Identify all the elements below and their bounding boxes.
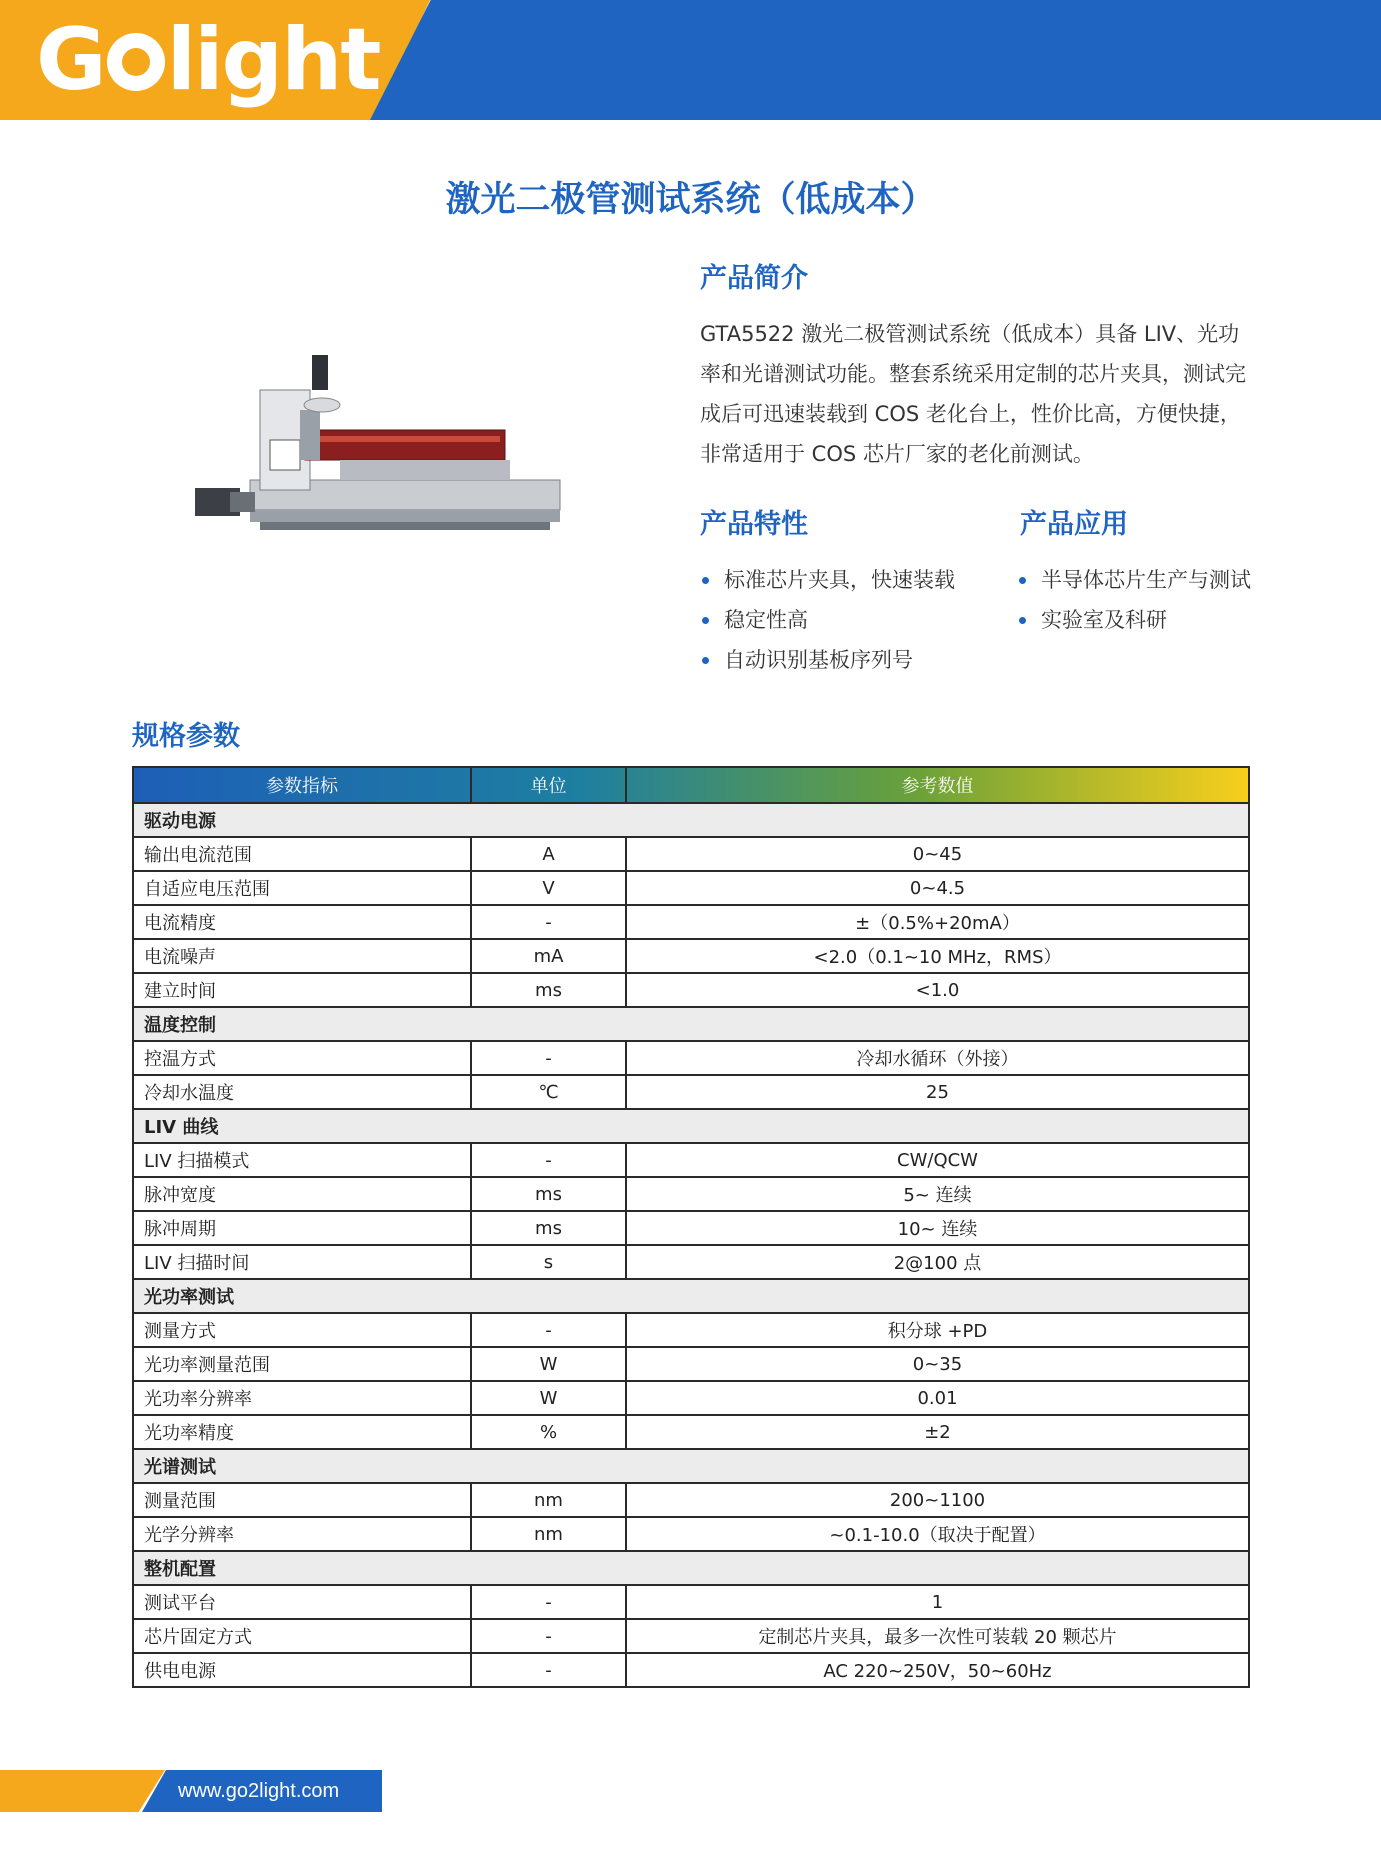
param-cell: 测试平台 [133, 1585, 471, 1619]
value-cell: 0.01 [626, 1381, 1249, 1415]
param-cell: 脉冲周期 [133, 1211, 471, 1245]
table-row [133, 905, 1249, 939]
table-row [133, 939, 1249, 973]
table-row [133, 1245, 1249, 1279]
value-cell: 10~ 连续 [626, 1211, 1249, 1245]
unit-cell: W [471, 1381, 626, 1415]
value-cell: ±2 [626, 1415, 1249, 1449]
table-row [133, 973, 1249, 1007]
section-title: LIV 曲线 [133, 1109, 1249, 1143]
table-section-row [133, 1449, 1249, 1483]
value-cell: 5~ 连续 [626, 1177, 1249, 1211]
value-cell: 200~1100 [626, 1483, 1249, 1517]
param-cell: 供电电源 [133, 1653, 471, 1687]
table-row [133, 1381, 1249, 1415]
param-cell: 脉冲宽度 [133, 1177, 471, 1211]
value-cell: 1 [626, 1585, 1249, 1619]
unit-cell: % [471, 1415, 626, 1449]
unit-cell: nm [471, 1483, 626, 1517]
table-row [133, 1313, 1249, 1347]
website-url: www.go2light.com [178, 1780, 340, 1802]
unit-cell: - [471, 1585, 626, 1619]
table-row [133, 1619, 1249, 1653]
param-cell: 光功率测量范围 [133, 1347, 471, 1381]
value-cell: 0~4.5 [626, 871, 1249, 905]
table-row [133, 1347, 1249, 1381]
value-cell: 0~45 [626, 837, 1249, 871]
param-cell: LIV 扫描时间 [133, 1245, 471, 1279]
unit-cell: nm [471, 1517, 626, 1551]
table-row [133, 1177, 1249, 1211]
list-item: 实验室及科研 [1017, 600, 1277, 640]
value-cell: 0~35 [626, 1347, 1249, 1381]
param-cell: 电流噪声 [133, 939, 471, 973]
table-section-row [133, 1279, 1249, 1313]
intro-heading: 产品简介 [700, 263, 808, 294]
column-header: 单位 [471, 767, 626, 803]
table-row [133, 1585, 1249, 1619]
column-header: 参数指标 [133, 767, 471, 803]
unit-cell: ms [471, 973, 626, 1007]
list-item: 自动识别基板序列号 [700, 640, 1000, 680]
logo-sun-icon [107, 33, 165, 91]
table-header-row [133, 767, 1249, 803]
spec-table [132, 766, 1250, 1688]
value-cell: 冷却水循环（外接） [626, 1041, 1249, 1075]
value-cell: 2@100 点 [626, 1245, 1249, 1279]
unit-cell: ℃ [471, 1075, 626, 1109]
spec-table-body [133, 803, 1249, 1687]
value-cell: CW/QCW [626, 1143, 1249, 1177]
applications-heading: 产品应用 [1020, 509, 1128, 540]
value-cell: ±（0.5%+20mA） [626, 905, 1249, 939]
param-cell: 光功率分辨率 [133, 1381, 471, 1415]
table-row [133, 871, 1249, 905]
unit-cell: A [471, 837, 626, 871]
list-item: 稳定性高 [700, 600, 1000, 640]
table-section-row [133, 1109, 1249, 1143]
unit-cell: mA [471, 939, 626, 973]
unit-cell: - [471, 905, 626, 939]
param-cell: 控温方式 [133, 1041, 471, 1075]
param-cell: 电流精度 [133, 905, 471, 939]
unit-cell: - [471, 1313, 626, 1347]
unit-cell: - [471, 1143, 626, 1177]
param-cell: 冷却水温度 [133, 1075, 471, 1109]
param-cell: 自适应电压范围 [133, 871, 471, 905]
unit-cell: s [471, 1245, 626, 1279]
value-cell: <1.0 [626, 973, 1249, 1007]
applications-list [1017, 560, 1277, 640]
unit-cell: - [471, 1653, 626, 1687]
table-section-row [133, 1007, 1249, 1041]
unit-cell: V [471, 871, 626, 905]
table-row [133, 1041, 1249, 1075]
footer-yellow-band [0, 1770, 165, 1812]
intro-text: GTA5522 激光二极管测试系统（低成本）具备 LIV、光功率和光谱测试功能。整套系统采用定制的芯片夹具，测试完成后可迅速装载到 COS 老化台上，性价比高，方便快捷，非常适用于 COS 芯片厂家的老化前测试。 [700, 322, 1246, 466]
list-item: 半导体芯片生产与测试 [1017, 560, 1277, 600]
param-cell: 光功率精度 [133, 1415, 471, 1449]
features-heading: 产品特性 [700, 509, 808, 540]
table-row [133, 1143, 1249, 1177]
param-cell: LIV 扫描模式 [133, 1143, 471, 1177]
section-title: 整机配置 [133, 1551, 1249, 1585]
product-image [190, 350, 570, 550]
golight-logo: G light [36, 10, 380, 110]
unit-cell: W [471, 1347, 626, 1381]
spec-heading: 规格参数 [132, 721, 240, 752]
section-title: 驱动电源 [133, 803, 1249, 837]
table-row [133, 1211, 1249, 1245]
param-cell: 光学分辨率 [133, 1517, 471, 1551]
param-cell: 建立时间 [133, 973, 471, 1007]
page-title: 激光二极管测试系统（低成本） [445, 180, 936, 220]
param-cell: 输出电流范围 [133, 837, 471, 871]
unit-cell: ms [471, 1211, 626, 1245]
table-section-row [133, 803, 1249, 837]
table-row [133, 1653, 1249, 1687]
value-cell: <2.0（0.1~10 MHz，RMS） [626, 939, 1249, 973]
unit-cell: - [471, 1619, 626, 1653]
table-row [133, 837, 1249, 871]
param-cell: 芯片固定方式 [133, 1619, 471, 1653]
column-header: 参考数值 [626, 767, 1249, 803]
table-row [133, 1483, 1249, 1517]
section-title: 光功率测试 [133, 1279, 1249, 1313]
value-cell: 定制芯片夹具，最多一次性可装载 20 颗芯片 [626, 1619, 1249, 1653]
value-cell: AC 220~250V，50~60Hz [626, 1653, 1249, 1687]
section-title: 光谱测试 [133, 1449, 1249, 1483]
unit-cell: ms [471, 1177, 626, 1211]
param-cell: 测量范围 [133, 1483, 471, 1517]
unit-cell: - [471, 1041, 626, 1075]
param-cell: 测量方式 [133, 1313, 471, 1347]
table-row [133, 1415, 1249, 1449]
section-title: 温度控制 [133, 1007, 1249, 1041]
value-cell: ~0.1-10.0（取决于配置） [626, 1517, 1249, 1551]
features-list [700, 560, 1000, 680]
header-blue-band [370, 0, 1381, 120]
list-item: 标准芯片夹具，快速装载 [700, 560, 1000, 600]
value-cell: 积分球 +PD [626, 1313, 1249, 1347]
value-cell: 25 [626, 1075, 1249, 1109]
table-row [133, 1517, 1249, 1551]
table-row [133, 1075, 1249, 1109]
table-section-row [133, 1551, 1249, 1585]
